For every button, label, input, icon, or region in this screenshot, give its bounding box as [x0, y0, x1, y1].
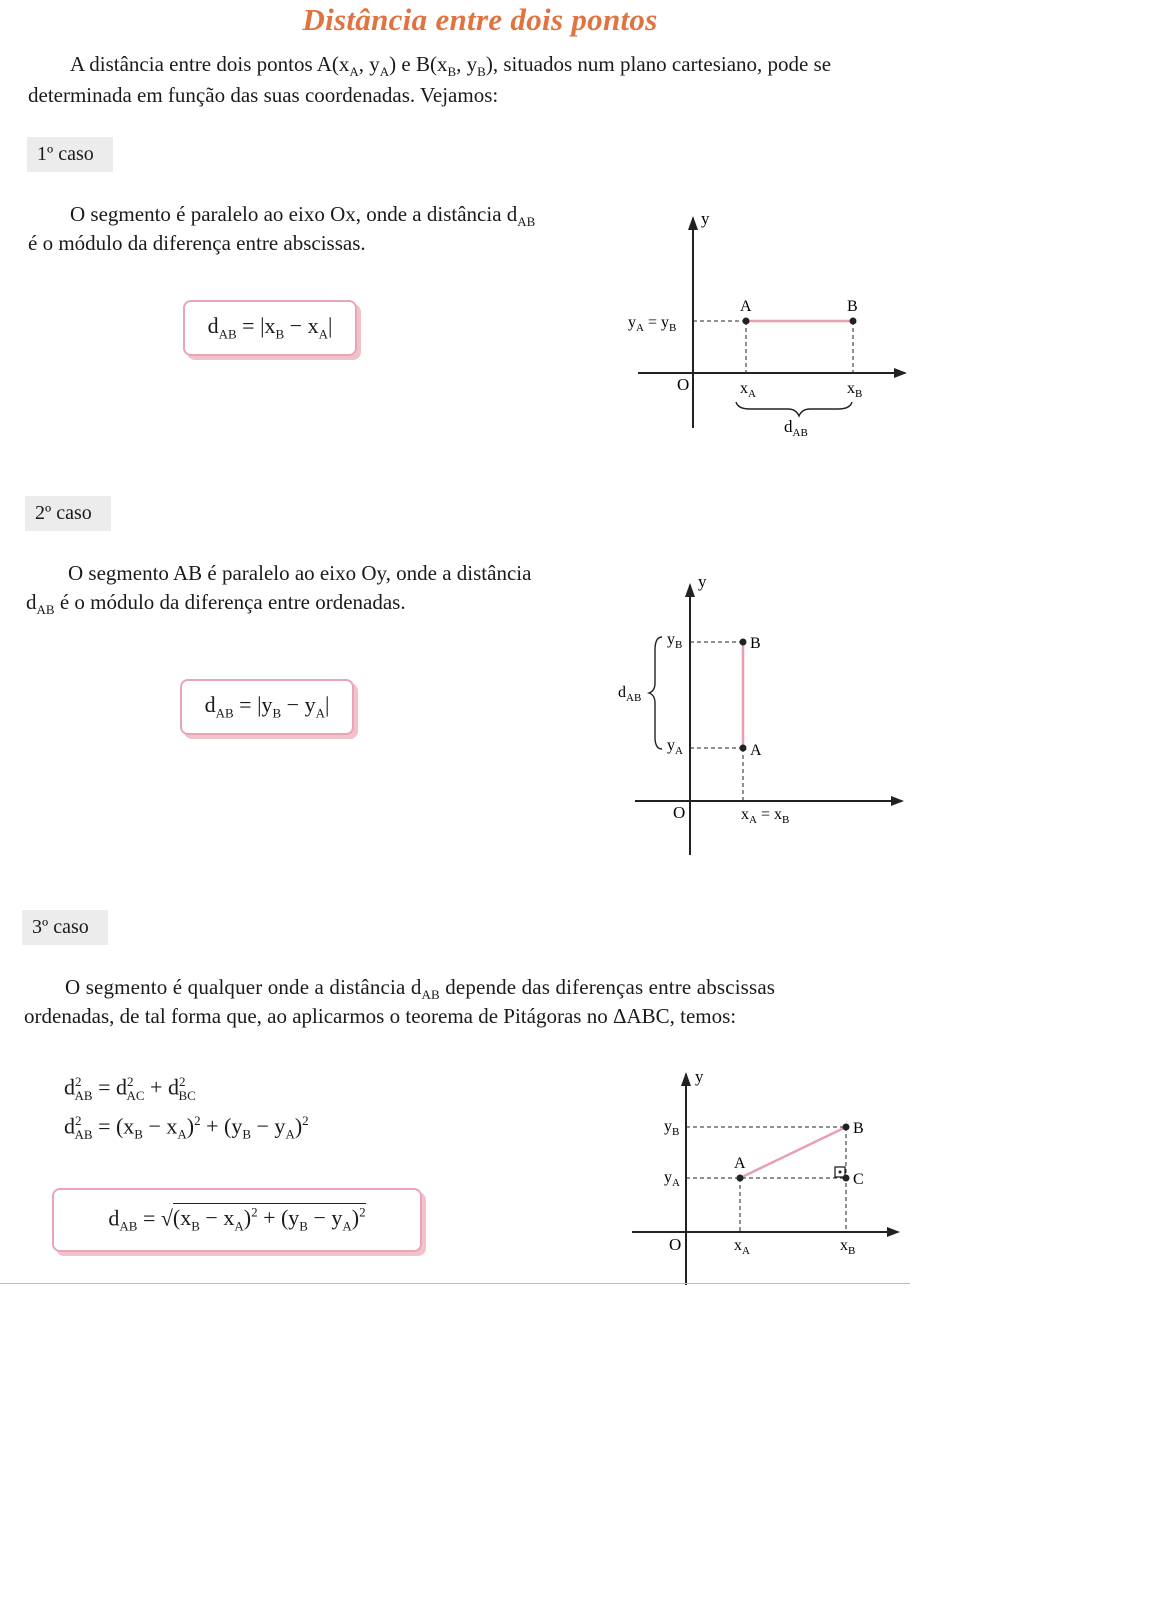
xb-label: $x_B$: [840, 1237, 856, 1257]
point-b: [850, 318, 857, 325]
page-bottom-rule: [0, 1283, 910, 1284]
page-title: Distância entre dois pontos: [302, 2, 658, 37]
yb-label: $y_B$: [664, 1118, 680, 1138]
point-c-label: C: [853, 1171, 864, 1188]
y-axis-label: y: [701, 209, 710, 228]
xa-label: $x_A$: [740, 380, 756, 400]
case-2-text-1: O segmento AB é paralelo ao eixo Oy, onde a distância: [68, 561, 532, 585]
x-axis-arrow: [894, 368, 907, 378]
intro-line-2: determinada em função das suas coordenadas. Vejamos:: [28, 83, 499, 107]
point-a: [737, 1175, 744, 1182]
ya-label: $y_A$: [664, 1169, 680, 1189]
y-axis-arrow: [688, 216, 698, 230]
case-1-formula: $d_{AB} = |x_B - x_A|$: [183, 300, 357, 356]
origin-label: O: [677, 375, 690, 394]
y-axis-label: y: [695, 1067, 704, 1086]
case-3-text-1: O segmento é qualquer onde a distância $d_{AB}$ depende das diferenças entre abscissas: [65, 975, 776, 1003]
x-axis-arrow: [887, 1227, 900, 1237]
case-2-text-2: $d_{AB}$ é o módulo da diferença entre ordenadas.: [26, 590, 406, 618]
case-3-text-2: ordenadas, de tal forma que, ao aplicarmos o teorema de Pitágoras no ΔABC, temos:: [24, 1004, 737, 1028]
yb-label: $y_B$: [667, 631, 683, 651]
point-a: [743, 318, 750, 325]
y-label: $y_A = y_B$: [628, 314, 677, 334]
point-c: [843, 1175, 850, 1182]
distance-label: $d_{AB}$: [618, 684, 642, 704]
y-axis-label: y: [698, 572, 707, 591]
xa-label: $x_A$: [734, 1237, 750, 1257]
case-3-eq-1: $d^2_{AB} = d^2_{AC} + d^2_{BC}$: [64, 1074, 196, 1103]
case-2-graph: [600, 565, 920, 860]
case-2-label: 2º caso: [25, 496, 111, 531]
distance-brace: [736, 402, 852, 416]
y-axis-arrow: [685, 583, 695, 597]
point-a: [740, 745, 747, 752]
x-axis-arrow: [891, 796, 904, 806]
case-3-eq-2: $d^2_{AB} = (x_B - x_A)^2 + (y_B - y_A)^2$: [64, 1113, 309, 1142]
case-1-text-1: O segmento é paralelo ao eixo Ox, onde a distância $d_{AB}$: [70, 202, 536, 230]
case-3-label: 3º caso: [22, 910, 108, 945]
case-3-formula: $d_{AB} = √(x_B - x_A)^2 + (y_B - y_A)^2$: [52, 1188, 422, 1252]
point-a-label: A: [750, 742, 762, 759]
point-a-label: A: [740, 298, 752, 315]
point-a-label: A: [734, 1155, 746, 1172]
point-b: [843, 1124, 850, 1131]
ya-label: $y_A$: [667, 737, 683, 757]
case-1-text-2: é o módulo da diferença entre abscissas.: [28, 231, 366, 255]
distance-brace: [649, 637, 662, 749]
origin-label: O: [669, 1235, 682, 1254]
intro-line-1: A distância entre dois pontos $A(x_A$, $y_A$) e $B(x_B$, $y_B$), situados num plano cartesiano, pode se: [70, 52, 832, 80]
point-b-label: B: [847, 298, 858, 315]
point-b-label: B: [750, 635, 761, 652]
case-1-label: 1º caso: [27, 137, 113, 172]
x-label: $x_A = x_B$: [741, 806, 790, 826]
case-1-graph: [600, 200, 920, 450]
y-axis-arrow: [681, 1072, 691, 1086]
distance-label: $d_{AB}$: [784, 417, 808, 439]
case-2-formula: $d_{AB} = |y_B - y_A|$: [180, 679, 354, 735]
point-b: [740, 639, 747, 646]
origin-label: O: [673, 803, 686, 822]
case-3-graph: [600, 1060, 920, 1290]
xb-label: $x_B$: [847, 380, 863, 400]
point-b-label: B: [853, 1120, 864, 1137]
segment-ab: [740, 1127, 846, 1178]
